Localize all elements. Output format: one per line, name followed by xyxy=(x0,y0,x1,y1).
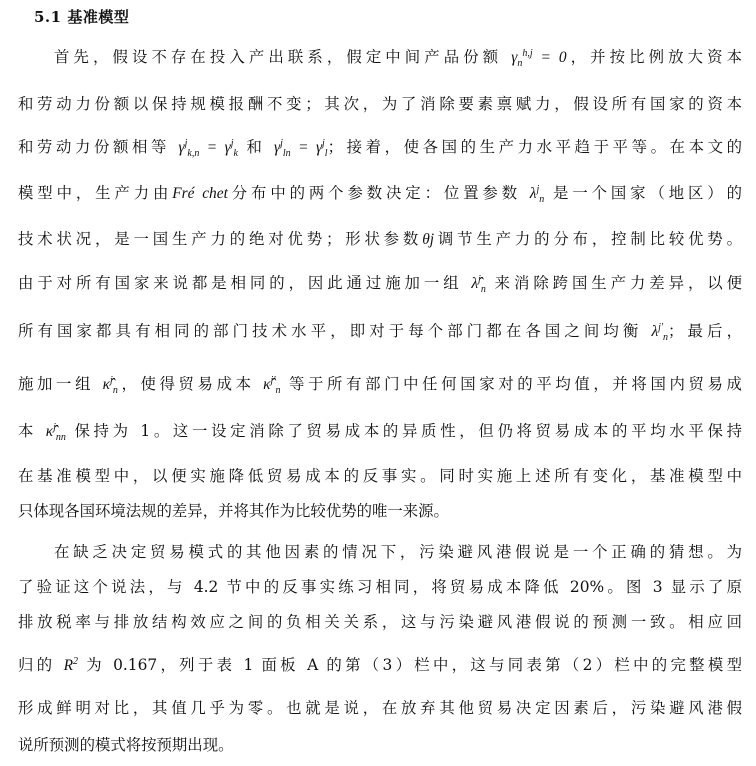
formula-r-squared: $R^2$ xyxy=(63,655,79,674)
paragraph2-line-3: 排放税率与排放结构效应之间的负相关关系，这与污染避风港假说的预测一致。相应回 xyxy=(18,613,742,631)
formula-gamma-labor: $\gamma^j_{ln} = \gamma^j_l$ xyxy=(274,137,328,160)
paragraph-line-7: 所有国家都具有相同的部门技术水平，即对于每个部门都在各国之间均衡 $\lambda^{j'}_n$；最后， xyxy=(18,321,742,344)
formula-lambda-prime: $\lambda^{j'}_n$ xyxy=(651,321,669,344)
paragraph-line-11: 只体现各国环境法规的差异，并将其作为比较优势的唯一来源。 xyxy=(18,502,449,520)
formula-theta: θj xyxy=(422,231,435,248)
paragraph-line-4: 模型中，生产力由Fré chet分布中的两个参数决定：位置参数 $\lambda^j_n$ 是一个国家（地区）的 xyxy=(18,183,742,206)
formula-lambda-location: $\lambda^j_n$ xyxy=(529,183,545,206)
formula-lambda-hat: λ̂$^j_n$ xyxy=(471,273,486,296)
paragraph2-line-1: 在缺乏决定贸易模式的其他因素的情况下，污染避风港假说是一个正确的猜想。为 xyxy=(54,543,742,561)
formula-gamma-intermediate: $\gamma_n^{h,j} = 0$ xyxy=(511,47,567,70)
paragraph2-line-2: 了验证这个说法，与 4.2 节中的反事实练习相同，将贸易成本降低 20%。图 3 显示了原 xyxy=(18,578,742,596)
paragraph-line-9: 本 κ̂$^j_{nn}$ 保持为 1。这一设定消除了贸易成本的异质性，但仍将贸易成本的平均水平保持 xyxy=(18,421,742,444)
paragraph-line-2: 和劳动力份额以保持规模报酬不变；其次，为了消除要素禀赋力，假设所有国家的资本 xyxy=(18,95,742,113)
paragraph-line-5: 技术状况，是一国生产力的绝对优势；形状参数θj调节生产力的分布，控制比较优势。 xyxy=(18,230,742,248)
paragraph-line-1: 首先，假设不存在投入产出联系，假定中间产品份额 $\gamma_n^{h,j} = 0$，并按比例放大资本 xyxy=(54,47,742,70)
paragraph-line-6: 由于对所有国家来说都是相同的，因此通过施加一组 λ̂$^j_n$ 来消除跨国生产力差异，以便 xyxy=(18,273,742,296)
formula-kappa-hat-prime: κ̂$^{j'}_n$ xyxy=(263,374,281,397)
paragraph2-line-4: 归的 $R^2$ 为 0.167，列于表 1 面板 A 的第（3）栏中，这与同表第（2）栏中的完整模型 xyxy=(18,655,742,674)
formula-kappa-domestic: κ̂$^j_{nn}$ xyxy=(45,421,66,444)
paragraph2-line-5: 形成鲜明对比，其值几乎为零。也就是说，在放弃其他贸易决定因素后，污染避风港假 xyxy=(18,699,742,717)
formula-gamma-capital: $\gamma^j_{k,n} = \gamma^j_k$ xyxy=(178,137,238,160)
text-transcript xyxy=(0,0,1,1)
section-heading: 5.1 基准模型 xyxy=(34,8,130,26)
formula-kappa-hat: κ̂$^j_n$ xyxy=(102,374,118,397)
paragraph-line-3: 和劳动力份额相等 $\gamma^j_{k,n} = \gamma^j_k$ 和 $\gamma^j_{ln} = \gamma^j_l$；接着，使各国的生产力水平趋于平等。在本文的 xyxy=(18,137,742,160)
paragraph2-line-6: 说所预测的模式将按预期出现。 xyxy=(18,736,234,754)
paragraph-line-8: 施加一组 κ̂$^j_n$，使得贸易成本 κ̂$^{j'}_n$ 等于所有部门中任何国家对的平均值，并将国内贸易成 xyxy=(18,374,742,397)
paragraph-line-10: 在基准模型中，以便实施降低贸易成本的反事实。同时实施上述所有变化，基准模型中 xyxy=(18,467,742,485)
